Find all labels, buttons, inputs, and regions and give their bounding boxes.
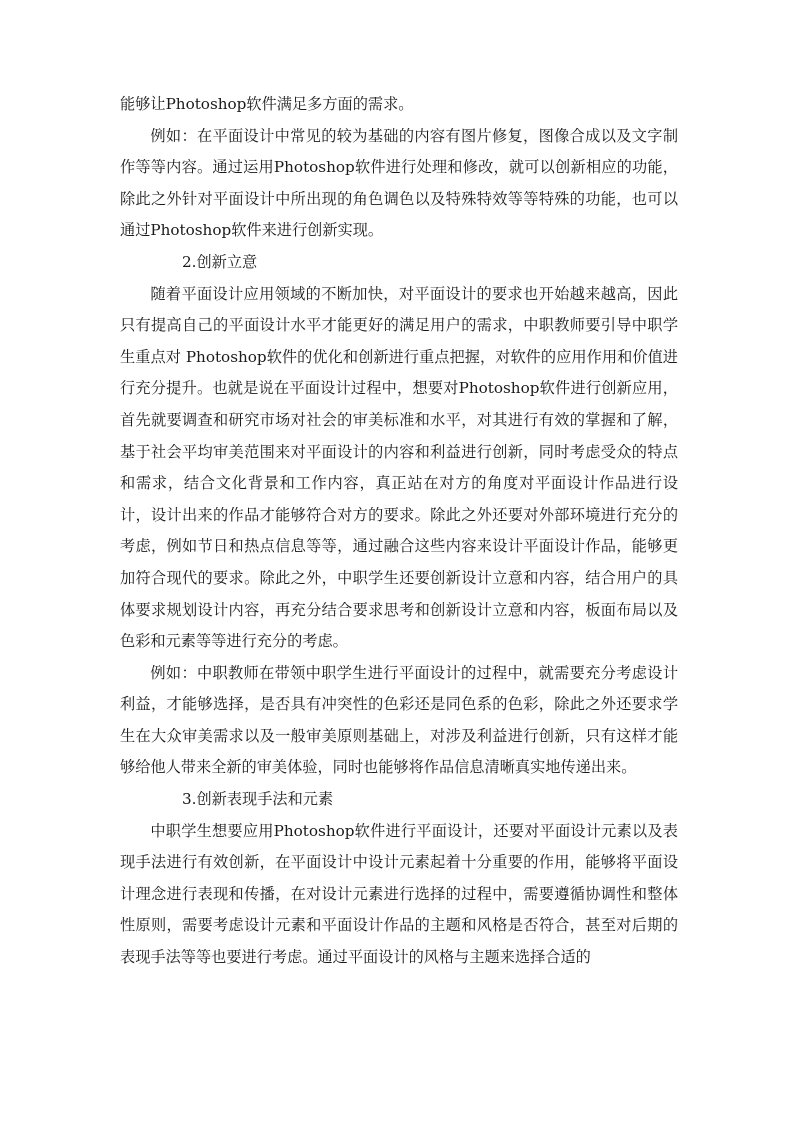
paragraph-continuation: 能够让Photoshop软件满足多方面的需求。	[120, 95, 414, 113]
paragraph-expression-elements: 中职学生想要应用Photoshop软件进行平面设计，还要对平面设计元素以及表现手法进行有效创新，在平面设计中设计元素起着十分重要的作用，能够将平面设计理念进行表现和传播，在对设计元素进行选择的过程中，需要遵循协调性和整体性原则，需要考虑设计元素和平面设计作品的主题和风格是否符合，甚至对后期的表现手法等等也要进行考虑。通过平面设计的风格与主题来选择合适的	[120, 821, 678, 967]
section-heading-creative-concept: 2.创新立意	[182, 252, 258, 271]
paragraph-photoshop-example: 例如：在平面设计中常见的较为基础的内容有图片修复，图像合成以及文字制作等等内容。通过运用Photoshop软件进行处理和修改，就可以创新相应的功能，除此之外针对平面设计中所出现的角色调色以及特殊特效等等特殊的功能，也可以通过Photoshop软件来进行创新实现。	[120, 126, 678, 240]
document-body	[120, 89, 678, 974]
section-heading-expression-elements: 3.创新表现手法和元素	[182, 790, 334, 809]
paragraph-creative-concept: 随着平面设计应用领域的不断加快，对平面设计的要求也开始越来越高，因此只有提高自己的平面设计水平才能更好的满足用户的需求，中职教师要引导中职学生重点对 Photoshop软件的优化和创新进行重点把握，对软件的应用作用和价值进行充分提升。也就是说在平面设计过程中，想要对Photoshop软件进行创新应用，首先就要调查和研究市场对社会的审美标准和水平，对其进行有效的掌握和了解，基于社会平均审美范围来对平面设计的内容和利益进行创新，同时考虑受众的特点和需求，结合文化背景和工作内容，真正站在对方的角度对平面设计作品进行设计，设计出来的作品才能够符合对方的要求。除此之外还要对外部环境进行充分的考虑，例如节日和热点信息等等，通过融合这些内容来设计平面设计作品，能够更加符合现代的要求。除此之外，中职学生还要创新设计立意和内容，结合用户的具体要求规划设计内容，再充分结合要求思考和创新设计立意和内容，板面布局以及色彩和元素等等进行充分的考虑。	[120, 284, 678, 651]
paragraph-teacher-example: 例如：中职教师在带领中职学生进行平面设计的过程中，就需要充分考虑设计利益，才能够选择，是否具有冲突性的色彩还是同色系的色彩，除此之外还要求学生在大众审美需求以及一般审美原则基础上，对涉及利益进行创新，只有这样才能够给他人带来全新的审美体验，同时也能够将作品信息清晰真实地传递出来。	[120, 663, 678, 777]
